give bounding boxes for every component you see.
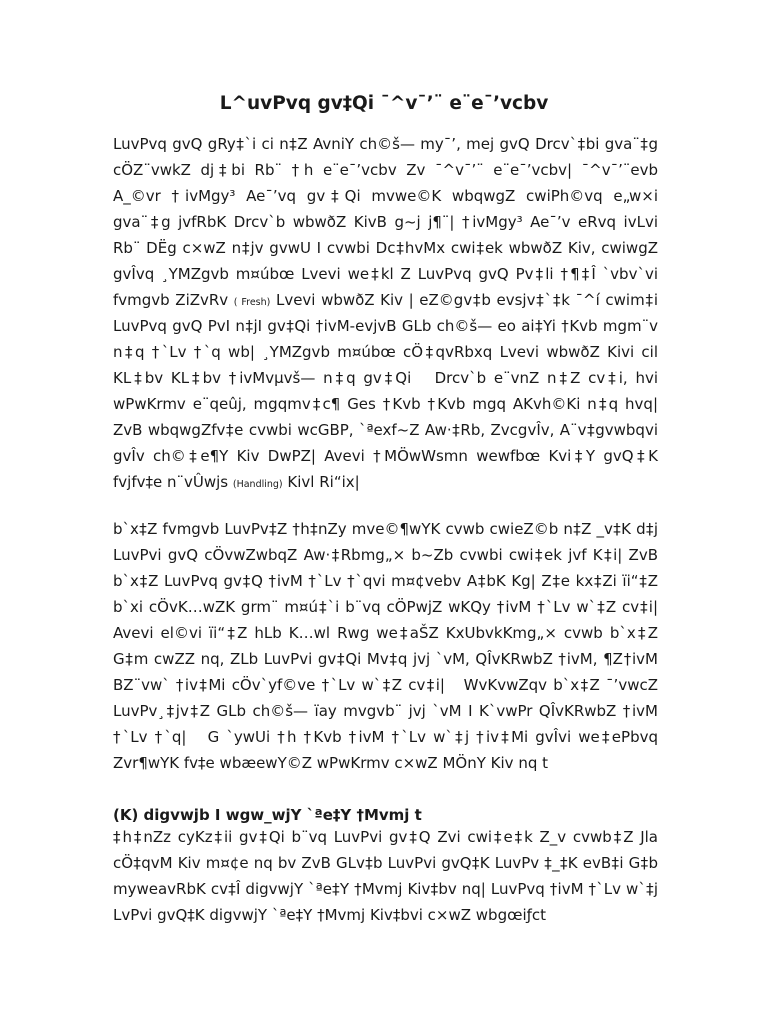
section-paragraph — [113, 824, 658, 928]
text-line: n‡q †`Lv †`q wb| ¸YMZgvb m¤úbœ cÖ‡qvRbxq Lvevi wbwðZ Kivi cil — [113, 343, 658, 361]
text-line: Avevi el©vi ïi“‡Z hLb K…wl Rwg we‡aŠZ KxUbvkKmg„× cvwb b`x‡Z — [113, 624, 658, 642]
text-line: cÖ‡qvM Kiv m¤¢e nq bv ZvB GLv‡b LuvPvi gvQ‡K LuvPv ‡_‡K evB‡i G‡b — [113, 854, 658, 872]
text-segment: Kivl Ri“ix| — [282, 473, 360, 491]
text-line: LuvPvq gvQ PvI n‡jI gv‡Qi †ivM-evjvB GLb ch©š— eo ai‡Yi †Kvb mgm¨v — [113, 317, 658, 335]
text-line: gvÎv ch©‡e¶Y Kiv DwPZ| Avevi †MÖwWsmn wewfbœ Kvi‡Y gvQ‡K — [113, 447, 658, 465]
text-line: Zvr¶wYK fv‡e wbæewY©Z wPwKrmv c×wZ MÖnY Kiv nq t — [113, 754, 548, 772]
text-line-with-annotation — [113, 469, 658, 495]
text-line-with-annotation — [113, 287, 658, 313]
text-segment: Lvevi wbwðZ Kiv | eZ©gv‡b evsjv‡`‡k ¯^í cwim‡i — [270, 291, 659, 309]
paragraph-1 — [113, 131, 658, 495]
text-line: gva¨‡g jvfRbK Drcv`b wbwðZ KivB g~j j¶¨| †ivMgy³ Ae¯’v eRvq ivLvi — [113, 213, 658, 231]
text-segment: fvmgvb ZiZvRv — [113, 291, 234, 309]
text-line: LuvPv¸‡jv‡Z GLb ch©š— ïay mvgvb¨ jvj `vM I K`vwPr QÎvKRwbZ †ivM — [113, 702, 658, 720]
document-title: L^uvPvq gv‡Qi ¯^v¯’¨ e¨e¯’vcbv — [219, 93, 549, 114]
text-line: gvÎvq ¸YMZgvb m¤úbœ Lvevi we‡kl Z LuvPvq gvQ Pv‡li †¶‡Î `vbv`vi — [113, 265, 658, 283]
text-line: b`x‡Z LuvPvq gv‡Q †ivM †`Lv †`qvi m¤¢vebv A‡bK Kg| Z‡e kx‡Zi ïi“‡Z — [113, 572, 658, 590]
text-segment: fvjfv‡e n¨vÛwjs — [113, 473, 233, 491]
text-line: myweavRbK cv‡Î digvwjY `ªe‡Y †Mvmj Kiv‡bv nq| LuvPvq †ivM †`Lv w`‡j — [113, 880, 658, 898]
text-line: ‡h‡nZz cyKz‡ii gv‡Qi b¨vq LuvPvi gv‡Q Zvi cwi‡e‡k Z_v cvwb‡Z Jla — [113, 828, 658, 846]
text-line: b`x‡Z fvmgvb LuvPv‡Z †h‡nZy mve©¶wYK cvwb cwieZ©b n‡Z _v‡K d‡j — [113, 520, 658, 538]
english-annotation: (Handling) — [232, 479, 283, 490]
text-line: A_©vr †ivMgy³ Ae¯’vq gv‡Qi mvwe©K wbqwgZ cwiPh©vq e„w×i — [113, 187, 658, 205]
text-line: LuvPvi gvQ cÖvwZwbqZ Aw·‡Rbmg„× b~Zb cvwbi cwi‡ek jvf K‡i| ZvB — [113, 546, 658, 564]
text-line: cÖZ¨vwkZ dj‡bi Rb¨ †h e¨e¯’vcbv Zv ¯^v¯’¨ e¨e¯’vcbv| ¯^v¯’¨evb — [113, 161, 658, 179]
text-line: LvPvi gvQ‡K digvwjY `ªe‡Y †Mvmj Kiv‡bvi c×wZ wbgœiƒct — [113, 906, 547, 924]
text-line: G‡m cwZZ nq, ZLb LuvPvi gv‡Qi Mv‡q jvj `vM, QÎvKRwbZ †ivM, ¶Z†ivM — [113, 650, 658, 668]
text-line: b`xi cÖvK…wZK grm¨ m¤ú‡`i b¨vq cÖPwjZ wKQy †ivM †`Lv w`‡Z cv‡i| — [113, 598, 658, 616]
section-heading: (K) digvwjb I wgw_wjY `ªe‡Y †Mvmj t — [113, 806, 422, 824]
text-line: ZvB wbqwgZfv‡e cvwbi wcGBP, `ªexf~Z Aw·‡Rb, ZvcgvÎv, A¨v‡gvwbqvi — [113, 421, 658, 439]
text-line: BZ¨vw` †iv‡Mi cÖv`yf©ve †`Lv w`‡Z cv‡i| WvKvwZqv b`x‡Z ¯’vwcZ — [113, 676, 658, 694]
text-line: Rb¨ DËg c×wZ n‡jv gvwU I cvwbi Dc‡hvMx cwi‡ek wbwðZ Kiv, cwiwgZ — [113, 239, 658, 257]
text-line: LuvPvq gvQ gRy‡`i ci n‡Z AvniY ch©š— my¯’, mej gvQ Drcv`‡bi gva¨‡g — [113, 135, 658, 153]
text-line: †`Lv †`q| G `ywUi †h †Kvb †ivM †`Lv w`‡j †iv‡Mi gvÎvi we‡ePbvq — [113, 728, 658, 746]
text-line: wPwKrmv e¨qeûj, mgqmv‡c¶ Ges †Kvb †Kvb mgq AKvh©Ki n‡q hvq| — [113, 395, 658, 413]
paragraph-2 — [113, 516, 658, 776]
text-line: KL‡bv KL‡bv †ivMvµvš— n‡q gv‡Qi Drcv`b e¨vnZ n‡Z cv‡i, hvi — [113, 369, 658, 387]
english-annotation: ( Fresh) — [233, 297, 271, 308]
